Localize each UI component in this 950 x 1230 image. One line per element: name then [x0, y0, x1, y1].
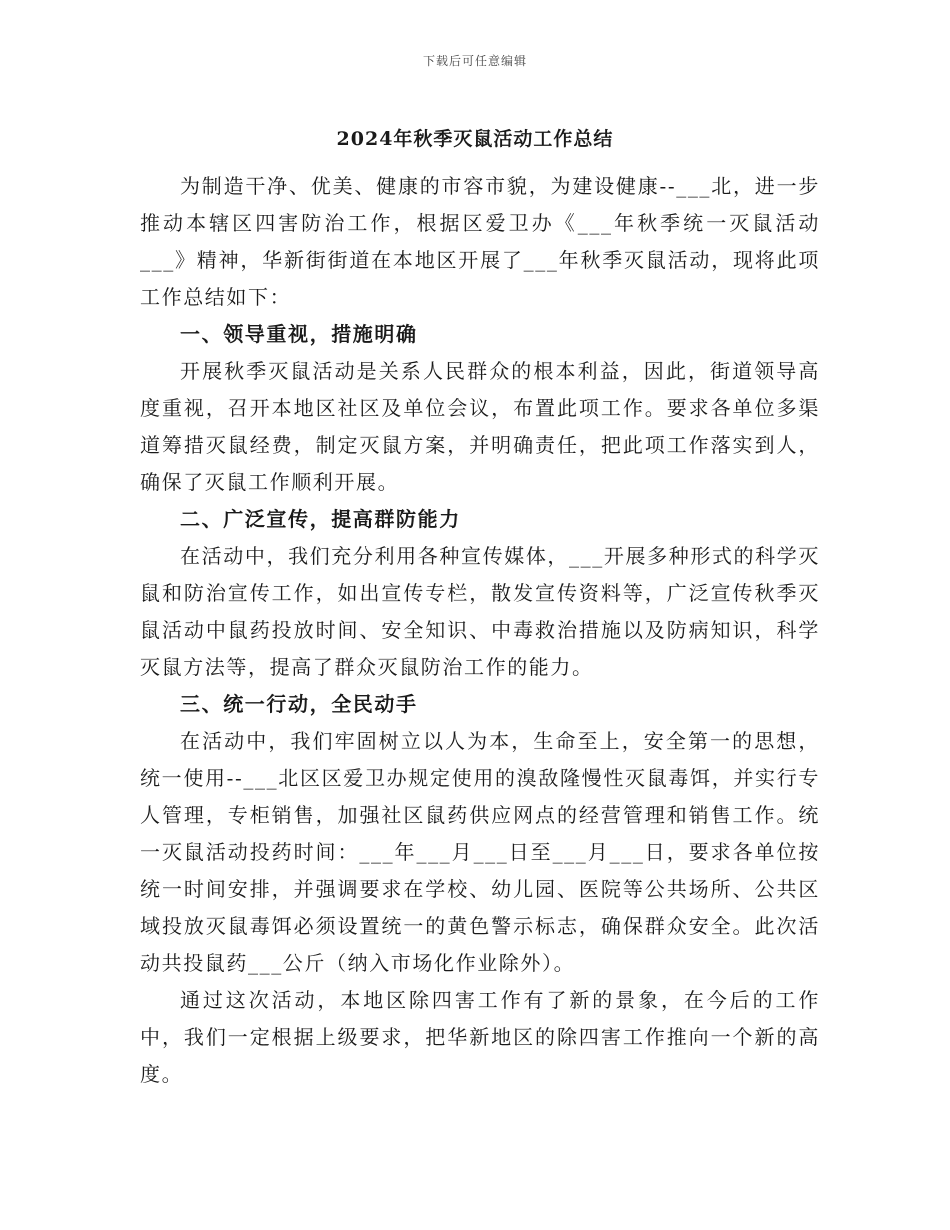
- section-heading-1: 一、领导重视，措施明确: [180, 322, 418, 346]
- document-title: 2024年秋季灭鼠活动工作总结: [336, 128, 614, 150]
- section-2-paragraph: 在活动中，我们充分利用各种宣传媒体，___开展多种形式的科学灭鼠和防治宣传工作，如出宣传专栏，散发宣传资料等，广泛宣传秋季灭鼠活动中鼠药投放时间、安全知识、中毒救治措施以及防病知识，科学灭鼠方法等，提高了群众灭鼠防治工作的能力。: [140, 544, 820, 679]
- section-heading-2: 二、广泛宣传，提高群防能力: [180, 507, 461, 531]
- section-heading-3: 三、统一行动，全民动手: [180, 692, 418, 716]
- closing-paragraph: 通过这次活动，本地区除四害工作有了新的景象，在今后的工作中，我们一定根据上级要求，把华新地区的除四害工作推向一个新的高度。: [140, 988, 820, 1086]
- intro-paragraph: 为制造干净、优美、健康的市容市貌，为建设健康--___北，进一步推动本辖区四害防治工作，根据区爱卫办《___年秋季统一灭鼠活动___》精神，华新街街道在本地区开展了___年秋季灭鼠活动，现将此项工作总结如下：: [140, 174, 820, 309]
- section-3-paragraph: 在活动中，我们牢固树立以人为本，生命至上，安全第一的思想，统一使用--___北区区爱卫办规定使用的溴敌隆慢性灭鼠毒饵，并实行专人管理，专柜销售，加强社区鼠药供应网点的经营管理和销售工作。统一灭鼠活动投药时间：___年___月___日至___月___日，要求各单位按统一时间安排，并强调要求在学校、幼儿园、医院等公共场所、公共区域投放灭鼠毒饵必须设置统一的黄色警示标志，确保群众安全。此次活动共投鼠药___公斤（纳入市场化作业除外）。: [140, 729, 820, 975]
- document-body: [140, 168, 820, 1093]
- section-1-paragraph: 开展秋季灭鼠活动是关系人民群众的根本利益，因此，街道领导高度重视，召开本地区社区及单位会议，布置此项工作。要求各单位多渠道筹措灭鼠经费，制定灭鼠方案，并明确责任，把此项工作落实到人，确保了灭鼠工作顺利开展。: [140, 359, 820, 494]
- header-note: 下载后可任意编辑: [422, 54, 527, 68]
